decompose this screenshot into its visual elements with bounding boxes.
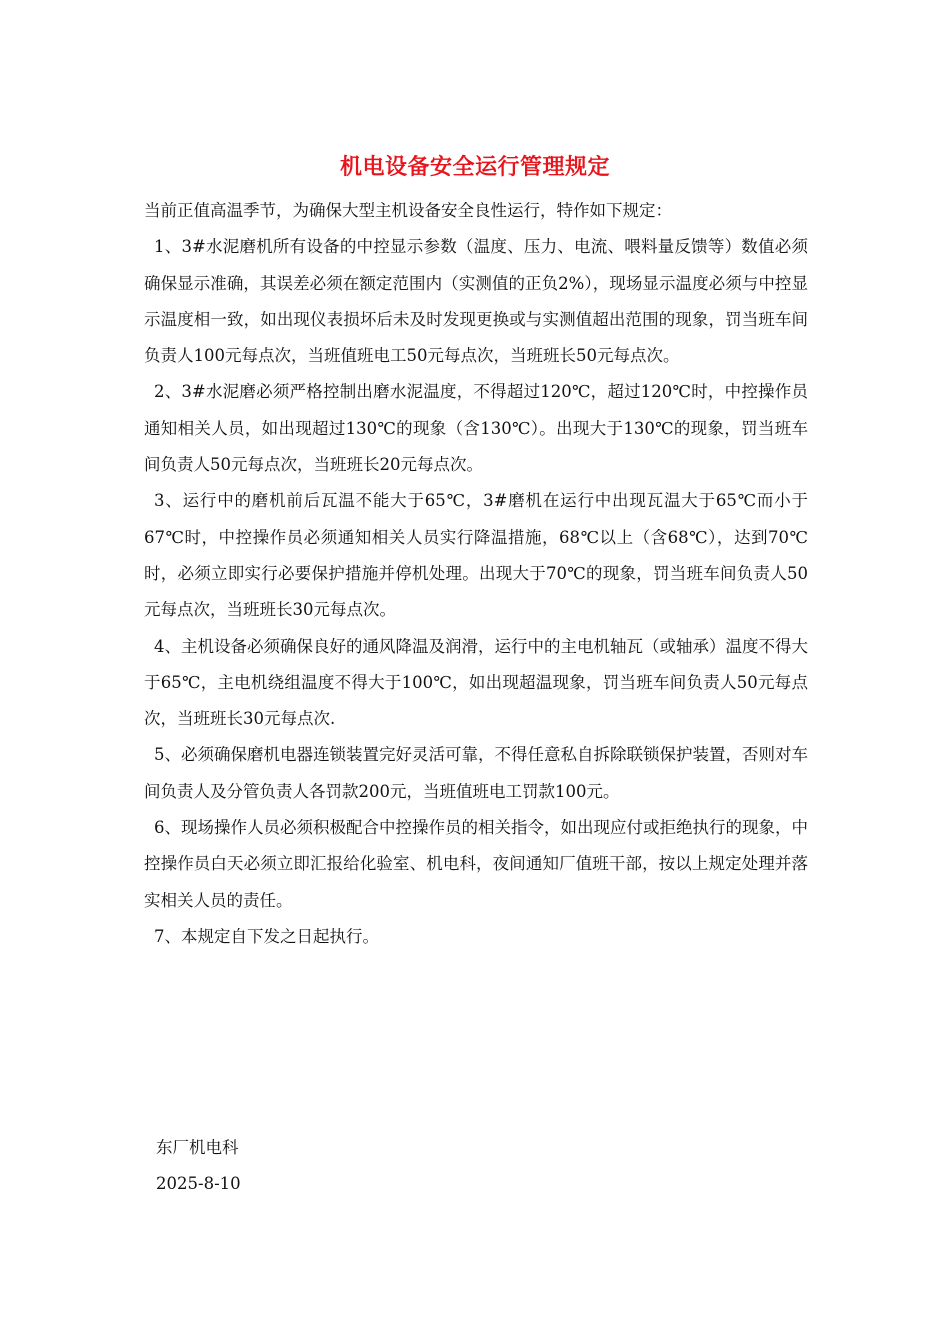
document-body	[144, 193, 808, 955]
rule-item-1: 1、3#水泥磨机所有设备的中控显示参数（温度、压力、电流、喂料量反馈等）数值必须确保显示准确，其误差必须在额定范围内（实测值的正负2%），现场显示温度必须与中控显示温度相一致，如出现仪表损坏后未及时发现更换或与实测值超出范围的现象，罚当班车间负责人100元每点次，当班值班电工50元每点次，当班班长50元每点次。	[144, 237, 808, 366]
signature-date: 2025-8-10	[156, 1174, 241, 1193]
signature-block	[156, 1130, 241, 1202]
signature-department: 东厂机电科	[156, 1138, 239, 1157]
rule-item-7: 7、本规定自下发之日起执行。	[154, 926, 379, 946]
rule-item-6: 6、现场操作人员必须积极配合中控操作员的相关指令，如出现应付或拒绝执行的现象，中控操作员白天必须立即汇报给化验室、机电科，夜间通知厂值班干部，按以上规定处理并落实相关人员的责任。	[144, 818, 808, 910]
rule-item-3: 3、运行中的磨机前后瓦温不能大于65℃，3#磨机在运行中出现瓦温大于65℃而小于67℃时，中控操作员必须通知相关人员实行降温措施，68℃以上（含68℃），达到70℃时，必须立即实行必要保护措施并停机处理。出现大于70℃的现象，罚当班车间负责人50元每点次，当班班长30元每点次。	[144, 491, 808, 620]
rule-item-2: 2、3#水泥磨必须严格控制出磨水泥温度，不得超过120℃，超过120℃时，中控操作员通知相关人员，如出现超过130℃的现象（含130℃）。出现大于130℃的现象，罚当班车间负责人50元每点次，当班班长20元每点次。	[144, 382, 808, 475]
intro-paragraph: 当前正值高温季节，为确保大型主机设备安全良性运行，特作如下规定：	[144, 201, 672, 220]
document-title: 机电设备安全运行管理规定	[339, 155, 610, 180]
rule-item-5: 5、必须确保磨机电器连锁装置完好灵活可靠，不得任意私自拆除联锁保护装置，否则对车间负责人及分管负责人各罚款200元，当班值班电工罚款100元。	[144, 745, 808, 801]
rule-item-4: 4、主机设备必须确保良好的通风降温及润滑，运行中的主电机轴瓦（或轴承）温度不得大于65℃，主电机绕组温度不得大于100℃，如出现超温现象，罚当班车间负责人50元每点次，当班班长30元每点次.	[144, 636, 808, 729]
